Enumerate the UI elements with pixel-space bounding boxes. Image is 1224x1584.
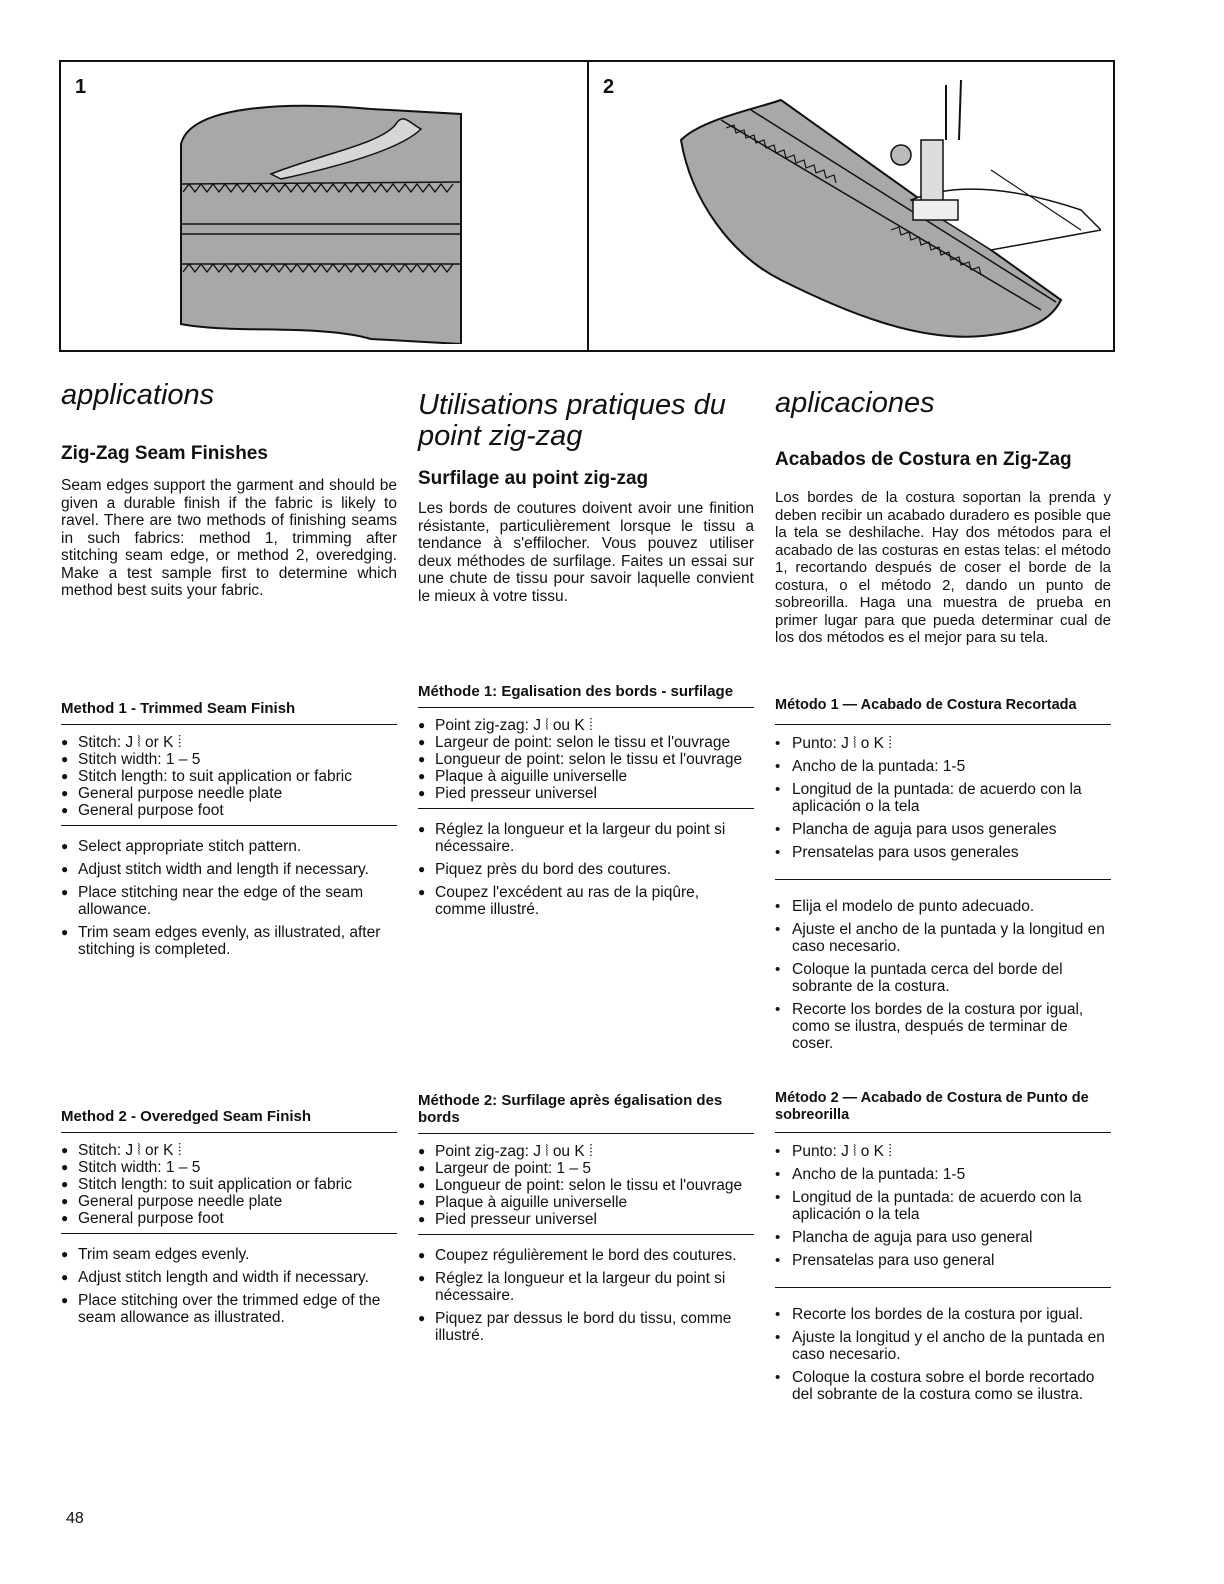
list-item: ● Réglez la longueur et la largeur du point si nécessaire. [418, 1270, 754, 1304]
spanish-intro: Los bordes de la costura soportan la prenda y deben recibir un acabado duradero es posible que la tela se deshilache. Hay dos métodos para el acabado de las costuras en estas telas: el método 1, recortando después de coser el borde de la costura, o el método 2, dando un punto de sobreorilla. Haga una muestra de prueba en primer lugar para que pueda determinar cual de los dos métodos es el mejor para su tela. [775, 489, 1111, 646]
list-item: ● General purpose needle plate [61, 785, 397, 802]
french-method1 [418, 683, 754, 918]
list-item: • Longitud de la puntada: de acuerdo con la aplicación o la tela [775, 781, 1111, 815]
list-item: • Plancha de aguja para uso general [775, 1229, 1111, 1246]
spanish-method1-title: Método 1 — Acabado de Costura Recortada [775, 697, 1077, 713]
list-item: • Ancho de la puntada: 1-5 [775, 758, 1111, 775]
french-method1-settings [418, 717, 754, 802]
french-heading: Utilisations pratiques du point zig-zag [418, 389, 726, 452]
french-subheading: Surfilage au point zig-zag [418, 468, 649, 489]
trimmed-seam-illustration [171, 84, 471, 344]
list-item: • Recorte los bordes de la costura por igual, como se ilustra, después de terminar de coser. [775, 1001, 1111, 1052]
english-heading: applications [61, 379, 215, 411]
spanish-heading: aplicaciones [775, 387, 935, 419]
french-method2-settings [418, 1143, 754, 1228]
list-item: ● Stitch length: to suit application or fabric [61, 1176, 397, 1193]
english-method2-steps [61, 1246, 397, 1326]
list-item: ● Place stitching over the trimmed edge of the seam allowance as illustrated. [61, 1292, 397, 1326]
english-method1-title: Method 1 - Trimmed Seam Finish [61, 700, 296, 717]
list-item: • Elija el modelo de punto adecuado. [775, 898, 1111, 915]
list-item: ● Plaque à aiguille universelle [418, 768, 754, 785]
spanish-method1-steps [775, 898, 1111, 1052]
list-item: ● Trim seam edges evenly. [61, 1246, 397, 1263]
list-item: ● Adjust stitch width and length if necessary. [61, 861, 397, 878]
list-item: ● Point zig-zag: J ⦚ ou K ⦙ [418, 717, 754, 734]
figure-1-number: 1 [75, 76, 87, 98]
list-item: ● Select appropriate stitch pattern. [61, 838, 397, 855]
list-item: ● Place stitching near the edge of the seam allowance. [61, 884, 397, 918]
list-item: ● Pied presseur universel [418, 785, 754, 802]
list-item: ● General purpose foot [61, 802, 397, 819]
spanish-method2-settings [775, 1143, 1111, 1269]
list-item: • Ajuste la longitud y el ancho de la puntada en caso necesario. [775, 1329, 1111, 1363]
list-item: ● Longueur de point: selon le tissu et l'ouvrage [418, 1177, 754, 1194]
list-item: ● Stitch width: 1 – 5 [61, 1159, 397, 1176]
list-item: ● Stitch length: to suit application or fabric [61, 768, 397, 785]
list-item: • Prensatelas para uso general [775, 1252, 1111, 1269]
french-intro: Les bords de coutures doivent avoir une finition résistante, particulièrement lorsque le tissu a tendance à s'effilocher. Vous pouvez utiliser deux méthodes de surfilage. Faites un essai sur une chute de tissu pour savoir laquelle convient le mieux à votre tissu. [418, 500, 754, 605]
list-item: ● Stitch: J ⦚ or K ⦙ [61, 734, 397, 751]
list-item: ● Trim seam edges evenly, as illustrated, after stitching is completed. [61, 924, 397, 958]
spanish-method1 [775, 697, 1111, 1052]
spanish-column [775, 380, 1111, 1403]
spanish-subheading: Acabados de Costura en Zig-Zag [775, 449, 1072, 470]
spanish-method1-settings [775, 735, 1111, 861]
list-item: ● Point zig-zag: J ⦚ ou K ⦙ [418, 1143, 754, 1160]
french-method1-title: Méthode 1: Egalisation des bords - surfilage [418, 683, 734, 700]
list-item: • Recorte los bordes de la costura por igual. [775, 1306, 1111, 1323]
list-item: • Punto: J ⦚ o K ⦙ [775, 1143, 1111, 1160]
french-method1-steps [418, 821, 754, 918]
list-item: • Ajuste el ancho de la puntada y la longitud en caso necesario. [775, 921, 1111, 955]
list-item: ● Piquez près du bord des coutures. [418, 861, 754, 878]
french-method2 [418, 1092, 754, 1344]
illustration-box [59, 60, 1115, 352]
english-method2-settings [61, 1142, 397, 1227]
overedged-seam-illustration [661, 80, 1101, 350]
list-item: • Prensatelas para usos generales [775, 844, 1111, 861]
english-subheading: Zig-Zag Seam Finishes [61, 443, 268, 464]
list-item: ● Stitch: J ⦚ or K ⦙ [61, 1142, 397, 1159]
list-item: ● Adjust stitch length and width if necessary. [61, 1269, 397, 1286]
english-method2-title: Method 2 - Overedged Seam Finish [61, 1108, 312, 1125]
list-item: ● Coupez régulièrement le bord des coutures. [418, 1247, 754, 1264]
list-item: • Punto: J ⦚ o K ⦙ [775, 735, 1111, 752]
french-method2-steps [418, 1247, 754, 1344]
list-item: ● Largeur de point: 1 – 5 [418, 1160, 754, 1177]
spanish-method2-steps [775, 1306, 1111, 1403]
list-item: ● Plaque à aiguille universelle [418, 1194, 754, 1211]
list-item: ● Longueur de point: selon le tissu et l'ouvrage [418, 751, 754, 768]
english-intro: Seam edges support the garment and should be given a durable finish if the fabric is likely to ravel. There are two methods of finishing seams in such fabrics: method 1, trimming after stitching seam edge, or method 2, overedging. Make a test sample first to determine which method best suits your fabric. [61, 477, 397, 599]
english-column [61, 379, 397, 1326]
list-item: • Plancha de aguja para usos generales [775, 821, 1111, 838]
list-item: • Ancho de la puntada: 1-5 [775, 1166, 1111, 1183]
spanish-method2 [775, 1090, 1111, 1403]
list-item: ● Pied presseur universel [418, 1211, 754, 1228]
figure-2-number: 2 [603, 76, 615, 98]
list-item: ● Largeur de point: selon le tissu et l'ouvrage [418, 734, 754, 751]
list-item: • Coloque la costura sobre el borde recortado del sobrante de la costura como se ilustra. [775, 1369, 1111, 1403]
english-method1 [61, 700, 397, 958]
list-item: ● Réglez la longueur et la largeur du point si nécessaire. [418, 821, 754, 855]
french-method2-title: Méthode 2: Surfilage après égalisation des bords [418, 1092, 723, 1126]
english-method1-steps [61, 838, 397, 958]
list-item: ● Piquez par dessus le bord du tissu, comme illustré. [418, 1310, 754, 1344]
list-item: • Longitud de la puntada: de acuerdo con la aplicación o la tela [775, 1189, 1111, 1223]
illustration-divider [587, 62, 589, 350]
english-method1-settings [61, 734, 397, 819]
list-item: ● Coupez l'excédent au ras de la piqûre, comme illustré. [418, 884, 754, 918]
french-column [418, 380, 754, 1344]
english-method2 [61, 1108, 397, 1326]
list-item: ● General purpose needle plate [61, 1193, 397, 1210]
spanish-method2-title: Método 2 — Acabado de Costura de Punto de sobreorilla [775, 1090, 1089, 1123]
list-item: ● Stitch width: 1 – 5 [61, 751, 397, 768]
page-number: 48 [66, 1510, 84, 1527]
list-item: ● General purpose foot [61, 1210, 397, 1227]
list-item: • Coloque la puntada cerca del borde del sobrante de la costura. [775, 961, 1111, 995]
